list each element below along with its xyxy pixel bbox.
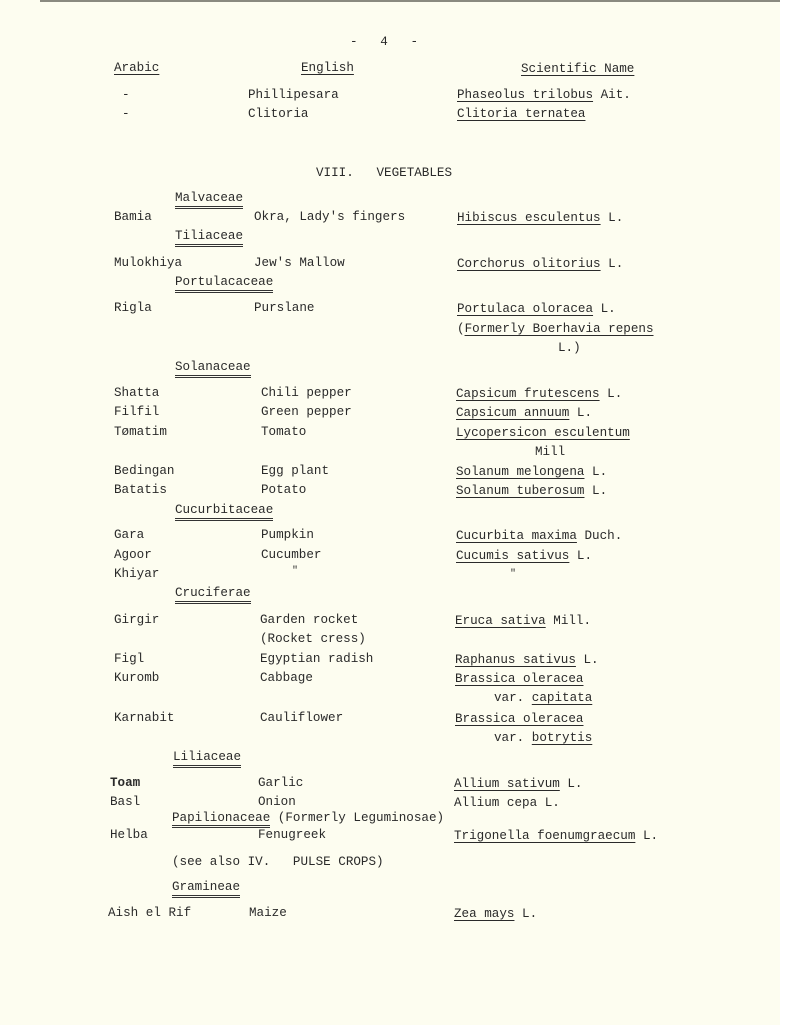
scientific-authority: L. [514, 907, 538, 921]
family-heading: Solanaceae [175, 360, 251, 378]
english-name: Cauliflower [260, 711, 344, 725]
scientific-name [456, 406, 592, 421]
scientific-name [455, 672, 583, 687]
scientific-name [455, 614, 591, 629]
variety-label: var. [494, 691, 532, 705]
scientific-authority: L. [593, 302, 616, 316]
family-heading: Cucurbitaceae [175, 503, 273, 521]
english-name: Chili pepper [261, 386, 352, 400]
ditto-mark: " [292, 566, 299, 577]
arabic-name: Toam [110, 776, 141, 790]
scientific-name [456, 484, 607, 499]
english-name: Phillipesara [248, 88, 339, 102]
scientific-authority: L. [635, 829, 659, 843]
scientific-binomial: Portulaca oloracea [457, 302, 594, 316]
cross-reference-note: (see also IV. PULSE CROPS) [172, 855, 384, 869]
arabic-name: - [122, 107, 130, 121]
scientific-binomial: Clitoria ternatea [457, 107, 586, 121]
arabic-name: Girgir [114, 613, 160, 627]
scientific-authority: L. [584, 465, 608, 479]
english-name: Purslane [254, 301, 315, 315]
scientific-binomial: Phaseolus trilobus [457, 88, 594, 102]
scientific-authority: L. [599, 387, 623, 401]
scientific-authority: L. [600, 257, 624, 271]
english-name-alt: (Rocket cress) [260, 632, 366, 646]
arabic-name: Bamia [114, 210, 152, 224]
scientific-name [457, 211, 623, 226]
scientific-authority: L. [575, 653, 599, 667]
english-name: Egg plant [261, 464, 330, 478]
family-heading: Gramineae [172, 880, 240, 898]
note-paren: ( [457, 322, 465, 336]
section-title: VIII. VEGETABLES [316, 166, 453, 180]
scientific-name [457, 302, 616, 317]
scientific-name [456, 549, 592, 564]
english-name: Clitoria [248, 107, 309, 121]
arabic-name: Shatta [114, 386, 160, 400]
arabic-name: Bedingan [114, 464, 175, 478]
scientific-binomial: Raphanus sativus [455, 653, 576, 667]
arabic-name: Rigla [114, 301, 152, 315]
arabic-name: Khiyar [114, 567, 160, 581]
scientific-authority: L. [569, 549, 593, 563]
scientific-name [454, 907, 537, 922]
synonym-binomial: Formerly Boerhavia repens [464, 322, 654, 336]
arabic-name: Batatis [114, 483, 167, 497]
scientific-binomial: Solanum tuberosum [456, 484, 585, 498]
scientific-binomial: Brassica oleracea [455, 712, 584, 726]
scientific-authority: L. [569, 406, 593, 420]
arabic-name: Basl [110, 795, 141, 809]
scientific-binomial: Cucumis sativus [456, 549, 570, 563]
family-heading: Cruciferae [175, 586, 251, 604]
scientific-name [457, 257, 623, 272]
scan-edge-right [780, 0, 792, 1025]
arabic-name: - [122, 88, 130, 102]
scientific-authority: Duch. [576, 529, 623, 543]
scientific-name: Allium cepa L. [454, 796, 560, 810]
scientific-name [457, 88, 631, 103]
arabic-name: Karnabit [114, 711, 175, 725]
synonym-authority: L.) [558, 341, 581, 355]
english-name: Potato [261, 483, 307, 497]
scientific-name [456, 387, 622, 402]
scientific-name [456, 465, 607, 480]
variety-label: var. [494, 731, 532, 745]
arabic-name: Gara [114, 528, 145, 542]
family-heading: Liliaceae [173, 750, 241, 768]
synonym-note [457, 322, 654, 337]
english-name: Tomato [261, 425, 307, 439]
scan-edge-top [40, 0, 780, 2]
scientific-name [454, 777, 583, 792]
english-name: Garlic [258, 776, 304, 790]
english-name: Garden rocket [260, 613, 359, 627]
column-header-scientific: Scientific Name [521, 62, 635, 76]
ditto-mark: " [510, 569, 517, 580]
arabic-name: Mulokhiya [114, 256, 183, 270]
scientific-binomial: Lycopersicon esculentum [456, 426, 630, 440]
family-heading: Tiliaceae [175, 229, 243, 247]
scientific-name [455, 712, 583, 727]
variety-name: botrytis [531, 731, 593, 745]
scientific-name [454, 829, 658, 844]
english-name: Cucumber [261, 548, 322, 562]
variety [494, 731, 592, 746]
column-header-english: English [301, 61, 354, 75]
scientific-binomial: Zea mays [454, 907, 515, 921]
scientific-binomial: Allium sativum [454, 777, 560, 791]
scientific-authority: L. [559, 777, 583, 791]
english-name: Jew's Mallow [254, 256, 345, 270]
family-note: (Formerly Leguminosae) [270, 811, 445, 825]
arabic-name: Filfil [114, 405, 160, 419]
english-name: Okra, Lady's fingers [254, 210, 406, 224]
scientific-binomial: Cucurbita maxima [456, 529, 577, 543]
scientific-binomial: Trigonella foenumgraecum [454, 829, 636, 843]
arabic-name: Aish el Rif [108, 906, 192, 920]
family-name: Papilionaceae [172, 811, 270, 828]
family-heading [172, 811, 444, 826]
scientific-binomial: Solanum melongena [456, 465, 585, 479]
scientific-authority: Mill [535, 445, 566, 459]
english-name: Fenugreek [258, 828, 327, 842]
scientific-name [455, 653, 599, 668]
arabic-name: Helba [110, 828, 148, 842]
scientific-binomial: Brassica oleracea [455, 672, 584, 686]
scientific-binomial: Eruca sativa [455, 614, 546, 628]
family-heading: Portulacaceae [175, 275, 273, 293]
scientific-binomial: Capsicum frutescens [456, 387, 600, 401]
scientific-binomial: Capsicum annuum [456, 406, 570, 420]
scientific-authority: Mill. [545, 614, 592, 628]
scientific-authority: L. [584, 484, 608, 498]
arabic-name: Kuromb [114, 671, 160, 685]
family-heading: Malvaceae [175, 191, 243, 209]
english-name: Maize [249, 906, 287, 920]
scientific-binomial: Hibiscus esculentus [457, 211, 601, 225]
arabic-name: Tømatim [114, 425, 167, 439]
english-name: Pumpkin [261, 528, 314, 542]
variety [494, 691, 592, 706]
arabic-name: Figl [114, 652, 145, 666]
scientific-name [456, 426, 630, 441]
english-name: Onion [258, 795, 296, 809]
column-header-arabic: Arabic [114, 61, 160, 75]
scientific-authority: Ait. [593, 88, 631, 102]
scientific-name [457, 107, 585, 122]
english-name: Egyptian radish [260, 652, 374, 666]
scientific-binomial: Corchorus olitorius [457, 257, 601, 271]
arabic-name: Agoor [114, 548, 152, 562]
scientific-authority: L. [600, 211, 624, 225]
english-name: Cabbage [260, 671, 313, 685]
english-name: Green pepper [261, 405, 352, 419]
scientific-name [456, 529, 622, 544]
variety-name: capitata [531, 691, 593, 705]
page-number: - 4 - [350, 35, 419, 49]
